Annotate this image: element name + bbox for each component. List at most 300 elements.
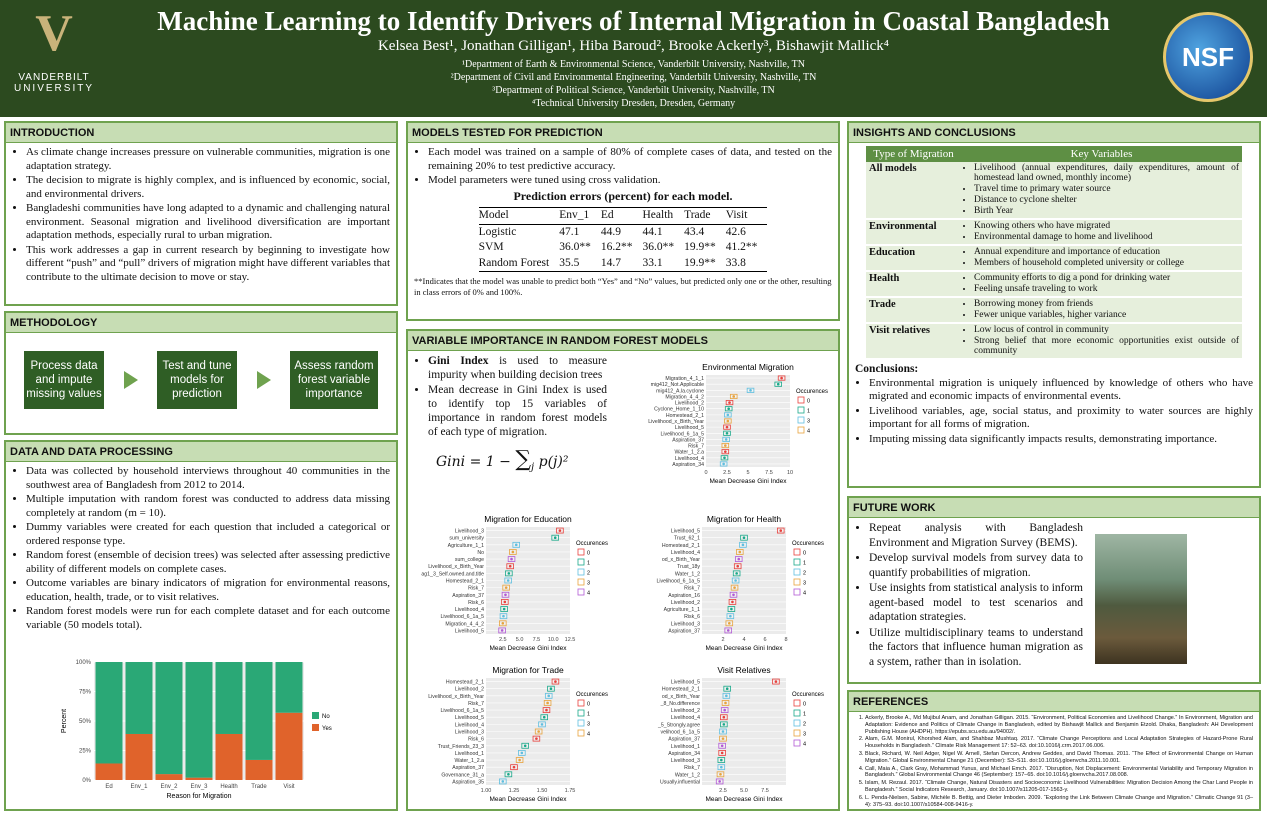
legend-swatch: [794, 589, 800, 595]
importance-point: [780, 377, 783, 380]
table-cell: 44.1: [642, 225, 663, 238]
migrants-photo: [1095, 534, 1187, 664]
chart-title: Migration for Trade: [492, 665, 564, 675]
variable-label: Livelihood_4: [670, 549, 700, 556]
vi-item-1-text: is used to measure impurity when building decision trees: [428, 355, 607, 381]
importance-point: [720, 759, 723, 762]
importance-point: [721, 744, 724, 747]
data-panel: [4, 440, 398, 811]
table-note: **Indicates that the model was unable to predict both “Yes” and “No” values, but predicted only one or the other, resulting in class errors of 0% and 100%.: [414, 276, 832, 297]
key-variables-cell: [961, 245, 1242, 271]
x-axis-label: Mean Decrease Gini Index: [489, 645, 567, 652]
x-axis-label: Mean Decrease Gini Index: [705, 645, 783, 652]
legend-label: 1: [807, 408, 811, 415]
table-cell: Logistic: [478, 225, 517, 238]
migration-type: Health: [866, 271, 961, 297]
list-item: • Random forest (ensemble of decision trees) was selected after assessing predictive ability of different models on complete cases.: [26, 549, 390, 576]
insights-title: INSIGHTS AND CONCLUSIONS: [849, 123, 1259, 143]
table-cell: 16.2**: [600, 241, 633, 253]
bar-no: [216, 662, 243, 734]
variable-label: Risk_7: [688, 443, 704, 450]
refs-list: [865, 715, 1253, 808]
key-variable: • Travel time to primary water source: [974, 184, 1239, 194]
gini-formula: [436, 447, 607, 474]
importance-point: [507, 773, 510, 776]
legend-swatch: [798, 397, 804, 403]
table-row: [866, 271, 1242, 297]
variable-label: Livelihood_6_1a_5: [660, 431, 704, 438]
key-variables-cell: [961, 323, 1242, 359]
importance-point: [521, 752, 524, 755]
conclusions-list: [869, 377, 1253, 447]
x-tick-label: 2: [721, 637, 725, 643]
legend-swatch: [578, 549, 584, 555]
variable-label: Livelihood_x_Birth_Year: [428, 564, 484, 571]
importance-point: [731, 601, 734, 604]
importance-point: [727, 407, 730, 410]
table-cell: 44.9: [600, 225, 621, 238]
legend-swatch: [312, 724, 319, 731]
importance-point: [720, 766, 723, 769]
importance-point: [513, 766, 516, 769]
legend-swatch: [798, 407, 804, 413]
table-row: [479, 224, 768, 240]
importance-point: [723, 716, 726, 719]
x-tick-label: 10: [786, 470, 794, 476]
importance-point: [515, 544, 518, 547]
vanderbilt-logo: [8, 4, 100, 104]
importance-point: [722, 730, 725, 733]
legend-label: 0: [587, 701, 591, 708]
importance-point: [726, 426, 729, 429]
importance-point: [502, 622, 505, 625]
importance-point: [735, 572, 738, 575]
legend-label: 4: [803, 590, 807, 597]
legend-label: 2: [803, 721, 807, 728]
legend-swatch: [794, 740, 800, 746]
legend-label: Yes: [322, 726, 332, 732]
list-item: • Dummy variables were created for each question that included a categorical or ordered response type.: [26, 521, 390, 548]
variable-label: Aspiration_37: [452, 765, 484, 772]
variable-label: Migration_4_1_1: [665, 376, 704, 383]
importance-point: [732, 593, 735, 596]
variable-label: Aspiration_34: [668, 750, 700, 757]
list-item: • Data was collected by household interviews throughout 40 communities in the southwest area of Bangladesh from 2012 to 2014.: [26, 465, 390, 492]
variable-label: od_x_Birth_Year: [661, 557, 700, 564]
variable-label: Livelihood_1: [670, 743, 700, 750]
bar-no: [126, 662, 153, 734]
table-header-row: [479, 208, 768, 225]
importance-point: [727, 420, 730, 423]
variable-label: Livelihood_3: [670, 621, 700, 628]
importance-point: [726, 432, 729, 435]
bar-no: [156, 662, 183, 774]
bar-yes: [216, 734, 243, 780]
data-list: [26, 465, 390, 632]
importance-point: [725, 438, 728, 441]
legend-title: Occurences: [576, 541, 609, 547]
importance-point: [721, 752, 724, 755]
variable-label: Livelihood_x_Birth_Year: [428, 693, 484, 700]
variable-label: Risk_7: [468, 700, 484, 707]
legend-swatch: [578, 730, 584, 736]
column-header: Visit: [725, 209, 748, 221]
affil-2: ²Department of Civil and Environmental Engineering, Vanderbilt University, Nashville, TN: [450, 72, 817, 83]
variable-label: Risk_6: [468, 736, 484, 743]
x-tick-label: 5: [746, 470, 750, 476]
legend-swatch: [578, 579, 584, 585]
insights-panel: [847, 121, 1261, 488]
x-tick-label: 0: [704, 470, 708, 476]
bar-yes: [186, 778, 213, 780]
table-cell: 36.0**: [559, 241, 591, 253]
legend-label: 1: [587, 711, 591, 718]
importance-point: [743, 536, 746, 539]
x-tick-label: Health: [220, 784, 238, 790]
importance-point: [541, 723, 544, 726]
list-item: 6. L. Penda-Nielsen, Sabine, Michèle B. Bettig, and Dieter Imboden. 2009. “Exploring the Link Between Climate Change and Migration.” Climatic Change 91 (3–4): 375–93. doi:10.1007/s10584-008-9416-y.: [865, 795, 1253, 809]
legend-swatch: [794, 710, 800, 716]
list-item: 2. Alam, G.M. Monirul, Khorshed Alam, and Shahbaz Mushtaq. 2017. “Climate Change Perceptions and Local Adaptation Strategies of Hazard-Prone Rural Households in Bangladesh.” Climate Risk Management 17: 52–63. doi:10.1016/j.crm.2017.06.006.: [865, 736, 1253, 750]
vi-title: VARIABLE IMPORTANCE IN RANDOM FOREST MODELS: [408, 331, 838, 351]
bar-yes: [276, 713, 303, 780]
x-tick-label: 10.0: [547, 637, 559, 643]
importance-point: [724, 702, 727, 705]
bar-no: [276, 662, 303, 713]
bar-yes: [96, 763, 123, 780]
variable-label: Risk_6: [684, 614, 700, 621]
chart-title: Migration for Health: [706, 514, 782, 524]
arrow-right-icon: [257, 371, 271, 389]
formula-rhs: p(j)²: [538, 454, 569, 470]
variable-label: Water_1_2.a: [674, 449, 704, 456]
x-tick-label: 5.0: [740, 788, 748, 794]
legend-label: 0: [803, 550, 807, 557]
migration-type: All models: [866, 162, 961, 219]
variable-label: Risk_7: [468, 585, 484, 592]
legend-swatch: [578, 720, 584, 726]
legend-label: 3: [587, 721, 591, 728]
legend-label: 4: [803, 741, 807, 748]
x-tick-label: 1.75: [564, 788, 576, 794]
importance-point: [543, 716, 546, 719]
variable-label: Agriculture_1_1: [447, 542, 484, 549]
table-row: [866, 162, 1242, 219]
variable-label: Aspiration_37: [668, 736, 700, 743]
x-axis-label: Mean Decrease Gini Index: [489, 796, 567, 803]
legend-swatch: [312, 712, 319, 719]
importance-point: [749, 389, 752, 392]
x-tick-label: Ed: [105, 784, 113, 790]
importance-point: [779, 529, 782, 532]
x-tick-label: 2.5: [719, 788, 727, 794]
variable-label: Livelihood_1: [454, 750, 484, 757]
list-item: 3. Black, Richard, W. Neil Adger, Nigel W. Arnell, Stefan Dercon, Andrew Geddes, and David Thomas. 2011. “The Effect of Environmental Change on Human Migration.” Global Environmental Change 21 (December): S3–S11. doi:10.1016/j.gloenvcha.2011.10.001.: [865, 751, 1253, 765]
affiliations: [110, 58, 1157, 110]
importance-point: [535, 737, 538, 740]
key-variable: • Feeling unsafe traveling to work: [974, 284, 1239, 294]
importance-point: [507, 579, 510, 582]
column-header: Ed: [600, 209, 614, 221]
x-axis-label: Reason for Migration: [166, 793, 232, 800]
affil-1: ¹Department of Earth & Environmental Science, Vanderbilt University, Nashville, TN: [461, 59, 805, 70]
table-cell: 33.1: [642, 256, 663, 269]
variable-label: Aspiration_37: [672, 437, 704, 444]
list-item: 4. Call, Maia A., Clark Gray, Mohammad Yunus, and Michael Emch. 2017. “Disruption, Not Displacement: Environmental Variability and Temporary Migration in Bangladesh.” Global Environmental Change 46 (September): 157–65. doi:10.1016/j.gloenvcha.2017.08.008.: [865, 766, 1253, 780]
legend-label: 4: [807, 428, 811, 435]
table-row: [866, 323, 1242, 359]
table-cell: Random Forest: [478, 256, 550, 269]
y-tick-label: 100%: [75, 660, 91, 666]
x-tick-label: 7.5: [532, 637, 541, 643]
sum-symbol: ∑: [515, 447, 532, 472]
x-tick-label: 7.5: [765, 470, 773, 476]
importance-point: [504, 601, 507, 604]
list-item: • Imputing missing data significantly impacts results, demonstrating importance.: [869, 433, 1253, 447]
variable-label: Livelihood_3: [454, 528, 484, 535]
x-tick-label: 12.5: [564, 637, 576, 643]
variable-label: od_x_Birth_Year: [661, 693, 700, 700]
key-variable: • Environmental damage to home and livelihood: [974, 232, 1239, 242]
importance-point: [502, 780, 505, 783]
migration-type: Visit relatives: [866, 323, 961, 359]
affil-3: ³Department of Political Science, Vanderbilt University, Nashville, TN: [492, 85, 775, 96]
importance-point: [550, 687, 553, 690]
x-tick-label: Trade: [251, 784, 267, 790]
vi-panel: [406, 329, 840, 811]
key-variable: • Members of household completed university or college: [974, 258, 1239, 268]
importance-point: [734, 579, 737, 582]
variable-label: Livelihood_6_1a_5: [656, 578, 700, 585]
list-item: • Use insights from statistical analysis to inform agent-based model to test scenarios and adaptation strategies.: [869, 581, 1083, 625]
vi-item-2: • Mean decrease in Gini Index is used to identify top 15 variables of importance in random forest models of each type of migration.: [428, 383, 607, 439]
importance-point: [505, 586, 508, 589]
y-tick-label: 50%: [78, 719, 91, 725]
key-variable: • Knowing others who have migrated: [974, 221, 1239, 231]
models-list: [428, 146, 832, 188]
legend-swatch: [578, 700, 584, 706]
future-title: FUTURE WORK: [849, 498, 1259, 518]
table-cell: 47.1: [559, 225, 580, 238]
formula-lhs: Gini = 1 −: [436, 454, 511, 470]
key-variable: • Low locus of control in community: [974, 325, 1239, 335]
arrow-right-icon: [124, 371, 138, 389]
variable-label: Risk_7: [684, 765, 700, 772]
legend-title: Occurences: [796, 389, 829, 395]
variable-label: Livelihood_x_Birth_Year: [648, 419, 704, 425]
logo-line1: VANDERBILT: [18, 72, 90, 83]
importance-point: [777, 383, 780, 386]
variable-label: sum_college: [454, 557, 484, 564]
future-list: [869, 521, 1083, 669]
importance-point: [723, 709, 726, 712]
list-item: • Each model was trained on a sample of 80% of complete cases of data, and tested on the remaining 20% to test predictive accuracy.: [428, 146, 832, 173]
x-tick-label: Env_3: [190, 784, 208, 790]
variable-label: sum_university: [449, 535, 484, 542]
legend-label: No: [322, 714, 330, 720]
prediction-error-table: [479, 207, 768, 272]
y-axis-label: Percent: [61, 708, 68, 734]
variable-label: Homestead_2_1: [661, 686, 700, 693]
variable-label: Migration_4_4_2: [445, 621, 484, 628]
migration-percent-chart: [56, 654, 356, 814]
key-variable: • Birth Year: [974, 206, 1239, 216]
legend-label: 3: [803, 580, 807, 587]
variable-label: Livelihood_5: [670, 679, 700, 686]
bar-yes: [156, 774, 183, 780]
variable-label: Trust_Friends_23_3: [437, 743, 484, 750]
refs-title: REFERENCES: [849, 692, 1259, 712]
importance-point: [737, 558, 740, 561]
key-variables-table: [866, 146, 1242, 360]
variable-label: mig412_Not.Applicable: [650, 382, 704, 389]
variable-label: Water_1_2.a: [454, 758, 484, 765]
env-migration-chart: [632, 361, 838, 491]
importance-point: [554, 680, 557, 683]
method-panel: [4, 311, 398, 435]
importance-point: [545, 709, 548, 712]
legend-swatch: [794, 549, 800, 555]
legend-label: 0: [803, 701, 807, 708]
importance-point: [547, 695, 550, 698]
variable-label: Water_1_2: [674, 571, 700, 578]
variable-label: Aspiration_35: [452, 779, 484, 786]
legend-label: 2: [587, 570, 591, 577]
variable-label: _8_No.difference: [660, 700, 700, 707]
importance-point: [775, 680, 778, 683]
legend-swatch: [578, 710, 584, 716]
key-variable: • Livelihood (annual expenditures, daily expenditures, amount of homestead land owned, monthly income): [974, 163, 1239, 183]
trade-chart: [416, 664, 622, 809]
legend-swatch: [578, 589, 584, 595]
importance-point: [723, 457, 726, 460]
list-item: • Develop survival models from survey data to quantify probabilities of migration.: [869, 551, 1083, 580]
method-title: METHODOLOGY: [6, 313, 396, 333]
legend-label: 0: [807, 398, 811, 405]
bar-yes: [126, 734, 153, 780]
col-vars: Key Variables: [961, 146, 1242, 162]
key-variable: • Fewer unique variables, higher variance: [974, 310, 1239, 320]
x-tick-label: Visit: [283, 784, 295, 790]
chart-title: Environmental Migration: [702, 362, 794, 372]
importance-point: [728, 401, 731, 404]
intro-list: [26, 146, 390, 284]
variable-label: velihood_6_1a_5: [660, 729, 700, 736]
step-test-models: Test and tune models for prediction: [157, 351, 237, 409]
variable-label: Migration_4_4_2: [665, 394, 704, 401]
vi-item-1: [428, 354, 607, 382]
key-variables-cell: [961, 162, 1242, 219]
future-panel: [847, 496, 1261, 684]
variable-label: Livelihood_5: [454, 715, 484, 722]
models-panel: [406, 121, 840, 321]
affil-4: ⁴Technical University Dresden, Dresden, Germany: [531, 98, 736, 109]
key-variable: • Borrowing money from friends: [974, 299, 1239, 309]
column-header: Health: [642, 209, 674, 221]
legend-swatch: [578, 569, 584, 575]
importance-point: [733, 586, 736, 589]
nsf-logo: NSF: [1163, 12, 1253, 102]
y-tick-label: 25%: [78, 748, 91, 755]
table-cell: SVM: [478, 241, 504, 253]
legend-title: Occurences: [792, 692, 825, 698]
intro-title: INTRODUCTION: [6, 123, 396, 143]
importance-point: [724, 444, 727, 447]
poster-title: Machine Learning to Identify Drivers of Internal Migration in Coastal Bangladesh: [157, 6, 1110, 36]
x-axis-label: Mean Decrease Gini Index: [705, 796, 783, 803]
legend-label: 1: [587, 560, 591, 567]
variable-label: Homestead_2_1: [661, 542, 700, 549]
key-variable: • Distance to cyclone shelter: [974, 195, 1239, 205]
col-type: Type of Migration: [866, 146, 961, 162]
variable-label: Trust_62_1: [673, 535, 700, 542]
legend-title: Occurences: [576, 692, 609, 698]
importance-point: [729, 615, 732, 618]
vanderbilt-v-mark: V: [35, 5, 73, 62]
importance-point: [501, 629, 504, 632]
variable-label: Trust_18y: [677, 564, 700, 571]
variable-label: Governance_31_a: [441, 772, 484, 779]
legend-label: 3: [803, 731, 807, 738]
importance-point: [719, 773, 722, 776]
importance-point: [742, 544, 745, 547]
importance-point: [503, 608, 506, 611]
legend-swatch: [798, 427, 804, 433]
importance-point: [554, 536, 557, 539]
variable-label: Aspiration_37: [452, 592, 484, 599]
variable-label: Livelihood_3: [670, 758, 700, 765]
legend-swatch: [794, 569, 800, 575]
x-tick-label: Env_1: [130, 784, 148, 790]
legend-title: Occurences: [792, 541, 825, 547]
importance-point: [724, 450, 727, 453]
x-tick-label: Env_2: [160, 784, 178, 790]
visit-chart: [632, 664, 838, 809]
x-axis-label: Mean Decrease Gini Index: [709, 478, 787, 485]
variable-label: Agriculture_1_1: [663, 607, 700, 614]
importance-point: [722, 737, 725, 740]
list-item: 5. Islam, M. Rezaul. 2017. “Climate Change, Natural Disasters and Socioeconomic Livelihood Vulnerabilities: Migration Decision Among the Char Land People in Bangladesh.” Social Indicators Research, January. doi:10.1007/s11205-017-1563-y.: [865, 780, 1253, 794]
variable-label: Livelihood_4: [454, 722, 484, 729]
table-row: [479, 240, 768, 256]
legend-swatch: [794, 700, 800, 706]
x-tick-label: 1.25: [508, 788, 520, 794]
y-tick-label: 75%: [78, 689, 91, 696]
table-cell: 35.5: [559, 256, 580, 269]
importance-point: [725, 695, 728, 698]
variable-label: Water_1_2: [674, 772, 700, 779]
importance-point: [739, 551, 742, 554]
models-title: MODELS TESTED FOR PREDICTION: [408, 123, 838, 143]
variable-label: Cyclone_Home_1_10: [654, 406, 704, 413]
importance-point: [537, 730, 540, 733]
list-item: • Model parameters were tuned using cross validation.: [428, 174, 832, 188]
variable-label: Livelihood_6_1a_5: [440, 708, 484, 715]
importance-point: [512, 551, 515, 554]
variable-label: Livelihood_2: [670, 599, 700, 606]
x-tick-label: 8: [784, 637, 788, 643]
chart-title: Migration for Education: [484, 514, 572, 524]
legend-swatch: [794, 559, 800, 565]
variable-label: Livelihood_4: [674, 455, 704, 462]
migration-type: Environmental: [866, 219, 961, 245]
variable-label: Aspiration_37: [668, 628, 700, 635]
table-row: [866, 297, 1242, 323]
legend-label: 1: [803, 560, 807, 567]
step-process-data: Process data and impute missing values: [24, 351, 104, 409]
bar-no: [246, 662, 273, 760]
importance-point: [723, 723, 726, 726]
